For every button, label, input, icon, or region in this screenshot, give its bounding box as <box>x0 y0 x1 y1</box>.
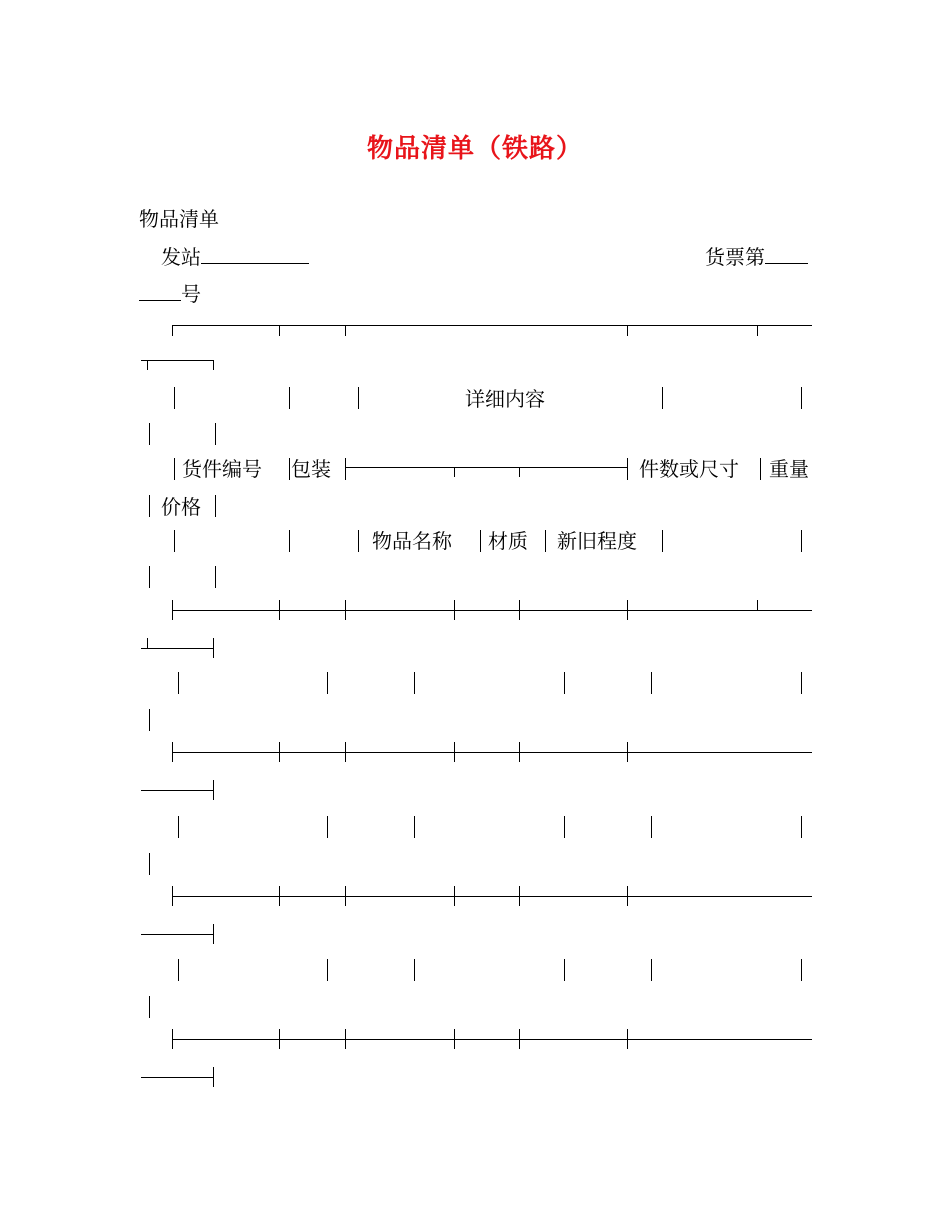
header2-divider-3 <box>627 458 628 480</box>
subtitle: 物品清单 <box>139 207 219 231</box>
waybill-blank-2[interactable] <box>139 280 181 301</box>
row1-divider-3 <box>564 816 565 838</box>
departure-blank[interactable] <box>201 243 309 264</box>
top-tick-0 <box>172 325 173 336</box>
header2-divider-1 <box>289 458 290 480</box>
row-separator-1 <box>172 896 812 897</box>
row1-divider-2 <box>414 816 415 838</box>
row0-divider-5 <box>801 672 802 694</box>
row-separator-0-tick-1 <box>279 742 280 762</box>
row-separator-2-tick-5 <box>627 1029 628 1049</box>
row-separator-1-tick-2 <box>345 886 346 906</box>
header-bottom-border-wrap <box>141 648 213 649</box>
row1-divider-5 <box>801 816 802 838</box>
col-item-name: 物品名称 <box>372 529 452 553</box>
table-top-border-wrap <box>141 360 213 361</box>
header1-divider-wrap-a <box>149 423 150 445</box>
row-separator-0-tick-4 <box>519 742 520 762</box>
waybill-line-2 <box>139 280 201 307</box>
header3-divider-5 <box>662 530 663 552</box>
row-separator-wrap-1 <box>141 934 213 935</box>
row2-divider-5 <box>801 959 802 981</box>
row2-divider-wrap <box>149 996 150 1018</box>
row-separator-2 <box>172 1039 812 1040</box>
header3-divider-wrap-b <box>215 566 216 588</box>
row0-divider-4 <box>651 672 652 694</box>
col-price: 价格 <box>161 495 201 519</box>
row-separator-0-tick-0 <box>172 742 173 762</box>
waybill-blank-1[interactable] <box>765 243 808 264</box>
header3-divider-2 <box>358 530 359 552</box>
row1-divider-4 <box>651 816 652 838</box>
header2-divider-wrap-a <box>149 495 150 517</box>
row-separator-1-end <box>213 924 214 944</box>
subheader-tick-0 <box>454 467 455 477</box>
row0-divider-3 <box>564 672 565 694</box>
col-material: 材质 <box>488 529 528 553</box>
header1-divider-0 <box>174 387 175 409</box>
row-separator-0-tick-2 <box>345 742 346 762</box>
row1-divider-1 <box>327 816 328 838</box>
row-separator-2-tick-1 <box>279 1029 280 1049</box>
departure-line <box>161 243 309 270</box>
row2-divider-1 <box>327 959 328 981</box>
header3-divider-wrap-a <box>149 566 150 588</box>
row2-divider-2 <box>414 959 415 981</box>
row-separator-1-tick-5 <box>627 886 628 906</box>
row-separator-1-tick-3 <box>454 886 455 906</box>
row-separator-0-end <box>213 780 214 800</box>
header-bottom-tick-1 <box>279 600 280 620</box>
header1-divider-4 <box>801 387 802 409</box>
document-title: 物品清单（铁路） <box>366 134 583 164</box>
subheader-tick-1 <box>519 467 520 477</box>
header2-divider-4 <box>760 458 761 480</box>
row0-divider-1 <box>327 672 328 694</box>
header3-divider-3 <box>480 530 481 552</box>
header2-divider-0 <box>174 458 175 480</box>
header-bottom-tick-4 <box>519 600 520 620</box>
row-separator-2-tick-2 <box>345 1029 346 1049</box>
header2-divider-wrap-b <box>215 495 216 517</box>
row0-divider-0 <box>178 672 179 694</box>
detail-subheader-rule <box>345 467 627 468</box>
header-bottom-border <box>172 610 812 611</box>
header-bottom-tick-6 <box>757 600 758 610</box>
header1-divider-wrap-b <box>215 423 216 445</box>
col-item-no: 货件编号 <box>182 457 262 481</box>
header-bottom-tick-wrap <box>147 638 148 648</box>
top-tick-1 <box>279 325 280 336</box>
header-bottom-tick-0 <box>172 600 173 620</box>
row-separator-2-tick-3 <box>454 1029 455 1049</box>
header1-divider-1 <box>289 387 290 409</box>
row-separator-2-tick-0 <box>172 1029 173 1049</box>
row0-divider-2 <box>414 672 415 694</box>
row-separator-0 <box>172 752 812 753</box>
header-bottom-tick-2 <box>345 600 346 620</box>
col-condition: 新旧程度 <box>557 529 637 553</box>
row1-divider-0 <box>178 816 179 838</box>
row2-divider-4 <box>651 959 652 981</box>
row-separator-1-tick-0 <box>172 886 173 906</box>
row-separator-0-tick-5 <box>627 742 628 762</box>
header-bottom-tick-5 <box>627 600 628 620</box>
header1-divider-2 <box>358 387 359 409</box>
header3-divider-6 <box>801 530 802 552</box>
row0-divider-wrap <box>149 709 150 731</box>
header-bottom-tick-3 <box>454 600 455 620</box>
waybill-label: 货票第 <box>705 245 765 269</box>
row2-divider-0 <box>178 959 179 981</box>
departure-label: 发站 <box>161 245 201 269</box>
group-header-detail: 详细内容 <box>465 387 545 411</box>
header3-divider-4 <box>545 530 546 552</box>
header3-divider-1 <box>289 530 290 552</box>
header-bottom-tick-wrap-end <box>213 638 214 658</box>
col-count-size: 件数或尺寸 <box>639 457 739 481</box>
row1-divider-wrap <box>149 853 150 875</box>
top-tick-wrap-b <box>213 360 214 370</box>
row-separator-1-tick-1 <box>279 886 280 906</box>
col-weight: 重量 <box>769 457 809 481</box>
table-top-border <box>172 325 812 326</box>
row-separator-2-end <box>213 1067 214 1087</box>
waybill-suffix: 号 <box>181 282 201 306</box>
header3-divider-0 <box>174 530 175 552</box>
top-tick-wrap-a <box>147 360 148 370</box>
top-tick-3 <box>627 325 628 336</box>
row-separator-0-tick-3 <box>454 742 455 762</box>
row-separator-1-tick-4 <box>519 886 520 906</box>
row-separator-wrap-2 <box>141 1077 213 1078</box>
top-tick-4 <box>757 325 758 336</box>
header2-divider-2 <box>345 458 346 480</box>
row-separator-2-tick-4 <box>519 1029 520 1049</box>
col-packing: 包装 <box>291 457 331 481</box>
row-separator-wrap-0 <box>141 790 213 791</box>
header1-divider-3 <box>662 387 663 409</box>
waybill-line <box>705 243 808 270</box>
top-tick-2 <box>345 325 346 336</box>
row2-divider-3 <box>564 959 565 981</box>
